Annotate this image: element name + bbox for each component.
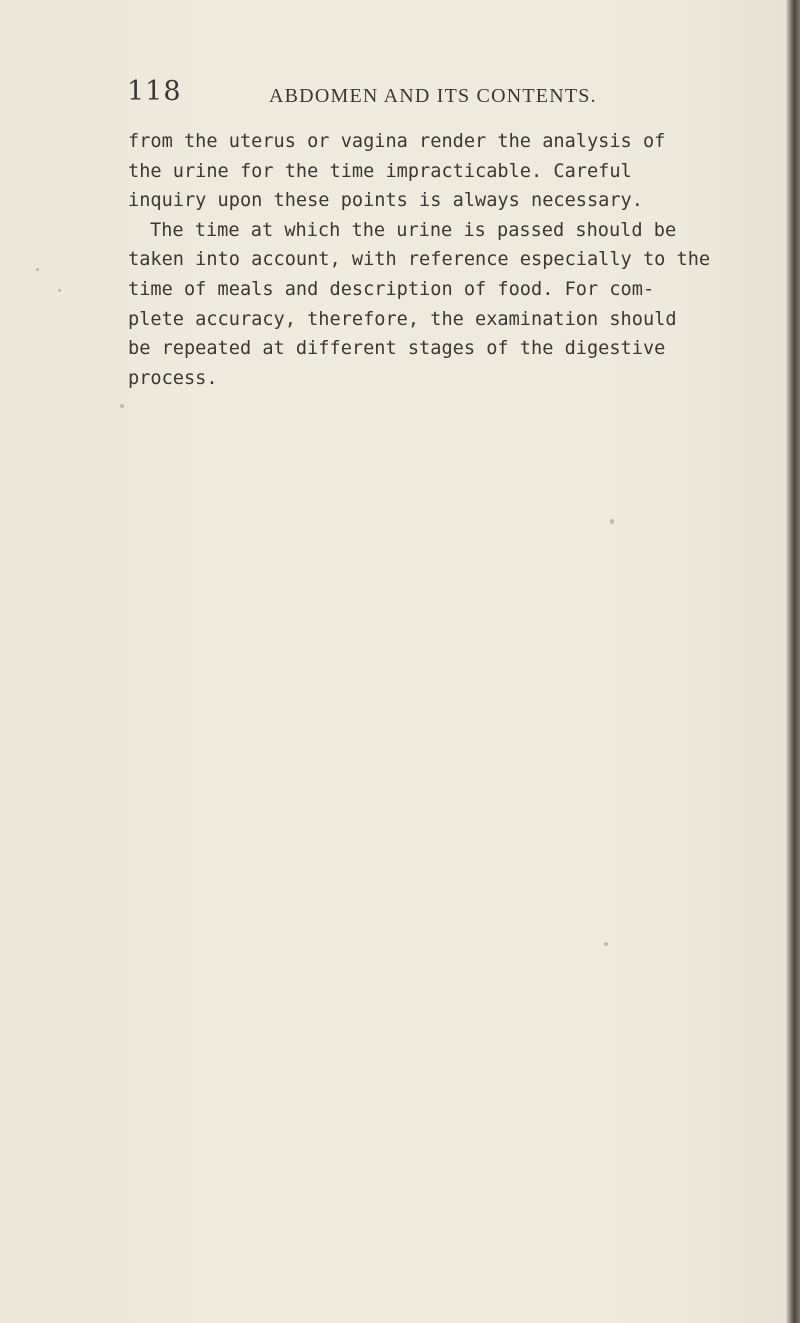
paper-speck — [610, 519, 614, 524]
text-line: taken into account, with reference especially to the — [128, 249, 711, 271]
paragraph-start-line: The time at which the urine is passed should be — [150, 219, 677, 241]
text-line: time of meals and description of food. For com- — [128, 278, 655, 300]
text-line: process. — [128, 367, 218, 389]
text-line: plete accuracy, therefore, the examination should — [128, 308, 677, 330]
binding-edge — [786, 0, 800, 1323]
paper-speck — [36, 268, 39, 271]
text-line: be repeated at different stages of the digestive — [128, 338, 666, 360]
paper-speck — [120, 404, 124, 408]
text-line: from the uterus or vagina render the analysis of — [128, 131, 666, 152]
running-head — [127, 76, 647, 110]
paper-speck — [604, 942, 608, 946]
text-line: the urine for the time impracticable. Careful — [128, 160, 632, 182]
running-title: ABDOMEN AND ITS CONTENTS. — [269, 85, 597, 107]
paper-speck — [58, 289, 61, 292]
page-number: 118 — [127, 76, 182, 107]
text-line: inquiry upon these points is always necessary. — [128, 190, 643, 212]
body-paragraphs — [128, 127, 748, 393]
